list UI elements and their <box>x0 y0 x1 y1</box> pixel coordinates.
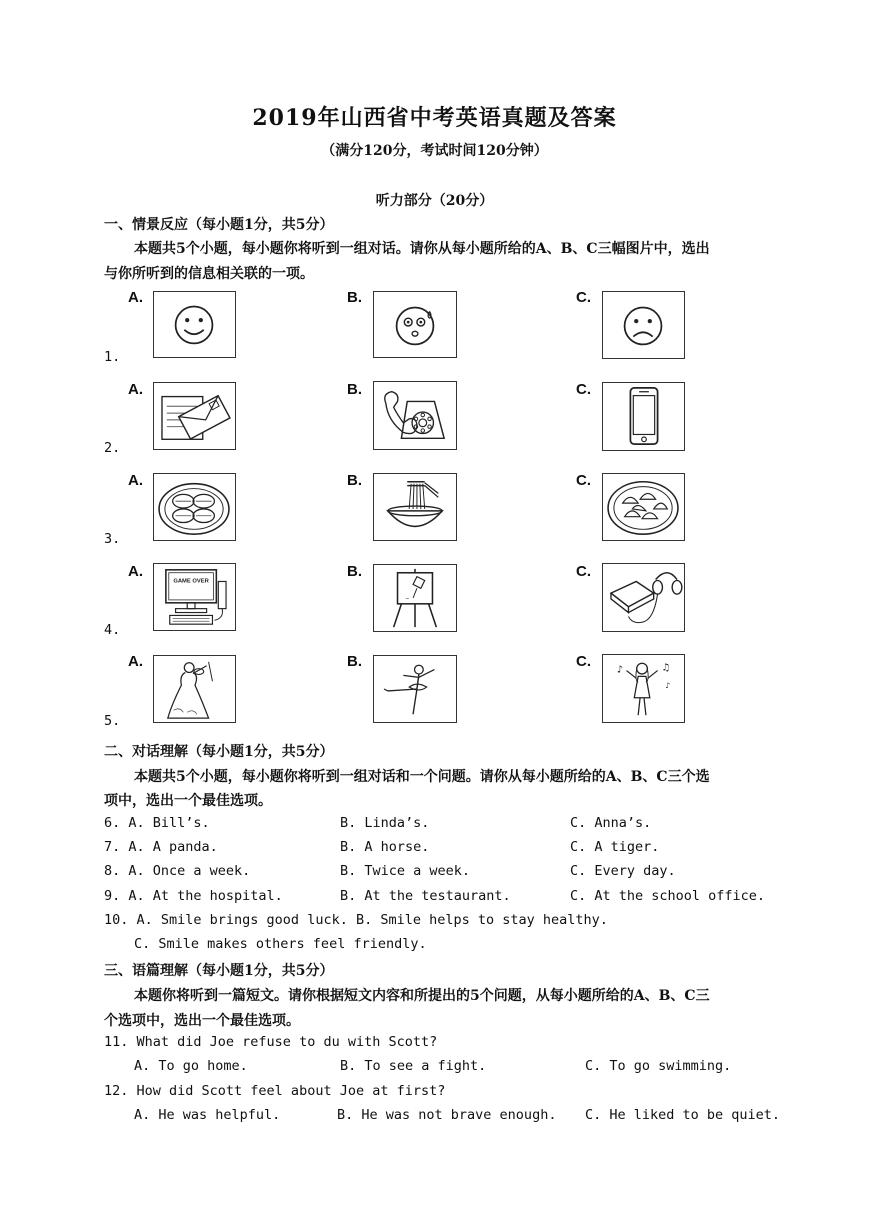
page-subtitle: （满分120分，考试时间120分钟） <box>321 143 548 159</box>
q12-option-a[interactable]: A. He was helpful. <box>134 1107 281 1123</box>
book-headphones-icon[interactable] <box>602 563 685 632</box>
option-letter: B. <box>347 472 362 489</box>
q8-option-c[interactable]: C. Every day. <box>570 863 676 879</box>
q6-option-c[interactable]: C. Anna’s. <box>570 815 652 831</box>
q11-option-b[interactable]: B. To see a fight. <box>340 1058 487 1074</box>
question-number: 5. <box>104 713 121 729</box>
ballet-dancer-icon[interactable] <box>373 655 457 723</box>
question-number: 2. <box>104 440 121 456</box>
option-letter: A. <box>128 472 143 489</box>
section-2-intro-cont: 项中，选出一个最佳选项。 <box>104 793 272 809</box>
sad-face-icon[interactable] <box>602 291 685 359</box>
singing-girl-icon[interactable] <box>602 654 685 723</box>
q11-option-c[interactable]: C. To go swimming. <box>585 1058 732 1074</box>
option-letter: C. <box>576 472 591 489</box>
q7-option-a[interactable]: 7. A. A panda. <box>104 839 218 855</box>
svg-text:~: ~ <box>405 595 410 602</box>
q10-options-ab[interactable]: 10. A. Smile brings good luck. B. Smile helps to stay healthy. <box>104 912 608 928</box>
easel-painting-icon[interactable] <box>373 564 457 632</box>
noodles-icon[interactable] <box>373 473 457 541</box>
letter-envelope-icon[interactable] <box>153 382 236 450</box>
q6-option-a[interactable]: 6. A. Bill’s. <box>104 815 210 831</box>
dumplings-icon[interactable] <box>602 473 685 541</box>
svg-text:♪: ♪ <box>665 681 671 691</box>
happy-face-icon[interactable] <box>153 291 236 358</box>
option-letter: C. <box>576 653 591 670</box>
q11-option-a[interactable]: A. To go home. <box>134 1058 248 1074</box>
option-letter: B. <box>347 289 362 306</box>
q7-option-c[interactable]: C. A tiger. <box>570 839 660 855</box>
question-number: 4. <box>104 622 121 638</box>
mooncakes-icon[interactable] <box>153 473 236 541</box>
section-1-intro: 本题共5个小题，每小题你将听到一组对话。请你从每小题所给的A、B、C三幅图片中，选出 <box>134 241 710 257</box>
option-letter: B. <box>347 563 362 580</box>
q11-stem: 11. What did Joe refuse to du with Scott? <box>104 1034 438 1050</box>
option-letter: B. <box>347 653 362 670</box>
nervous-face-icon[interactable] <box>373 291 457 358</box>
question-number: 3. <box>104 531 121 547</box>
section-3-intro: 本题你将听到一篇短文。请你根据短文内容和所提出的5个问题，从每小题所给的A、B、C三 <box>134 988 710 1004</box>
listening-section-title: 听力部分（20分） <box>375 193 494 209</box>
svg-text:♫: ♫ <box>661 662 671 674</box>
option-letter: A. <box>128 289 143 306</box>
computer-game-icon[interactable] <box>153 563 236 631</box>
section-1-intro-cont: 与你所听到的信息相关联的一项。 <box>104 266 314 282</box>
question-number: 1. <box>104 349 121 365</box>
option-letter: A. <box>128 653 143 670</box>
q12-stem: 12. How did Scott feel about Joe at first? <box>104 1083 446 1099</box>
q8-option-a[interactable]: 8. A. Once a week. <box>104 863 251 879</box>
q12-option-b[interactable]: B. He was not brave enough. <box>337 1107 557 1123</box>
option-letter: C. <box>576 563 591 580</box>
section-1-heading: 一、情景反应（每小题1分，共5分） <box>104 217 334 233</box>
section-2-intro: 本题共5个小题，每小题你将听到一组对话和一个问题。请你从每小题所给的A、B、C三个选 <box>134 769 710 785</box>
mobile-phone-icon[interactable] <box>602 382 685 451</box>
q9-option-c[interactable]: C. At the school office. <box>570 888 766 904</box>
q7-option-b[interactable]: B. A horse. <box>340 839 430 855</box>
section-3-heading: 三、语篇理解（每小题1分，共5分） <box>104 963 334 979</box>
option-letter: A. <box>128 563 143 580</box>
telephone-icon[interactable] <box>373 381 457 450</box>
option-letter: C. <box>576 381 591 398</box>
q9-option-b[interactable]: B. At the testaurant. <box>340 888 511 904</box>
violin-player-icon[interactable] <box>153 655 236 723</box>
q10-option-c[interactable]: C. Smile makes others feel friendly. <box>134 936 427 952</box>
section-2-heading: 二、对话理解（每小题1分，共5分） <box>104 744 334 760</box>
q9-option-a[interactable]: 9. A. At the hospital. <box>104 888 283 904</box>
q6-option-b[interactable]: B. Linda’s. <box>340 815 430 831</box>
game-over-caption: GAME OVER <box>173 578 209 585</box>
q12-option-c[interactable]: C. He liked to be quiet. <box>585 1107 781 1123</box>
svg-text:♪: ♪ <box>616 664 624 676</box>
section-3-intro-cont: 个选项中，选出一个最佳选项。 <box>104 1013 300 1029</box>
q8-option-b[interactable]: B. Twice a week. <box>340 863 471 879</box>
option-letter: B. <box>347 381 362 398</box>
page-title: 2019年山西省中考英语真题及答案 <box>252 105 617 131</box>
option-letter: A. <box>128 381 143 398</box>
option-letter: C. <box>576 289 591 306</box>
